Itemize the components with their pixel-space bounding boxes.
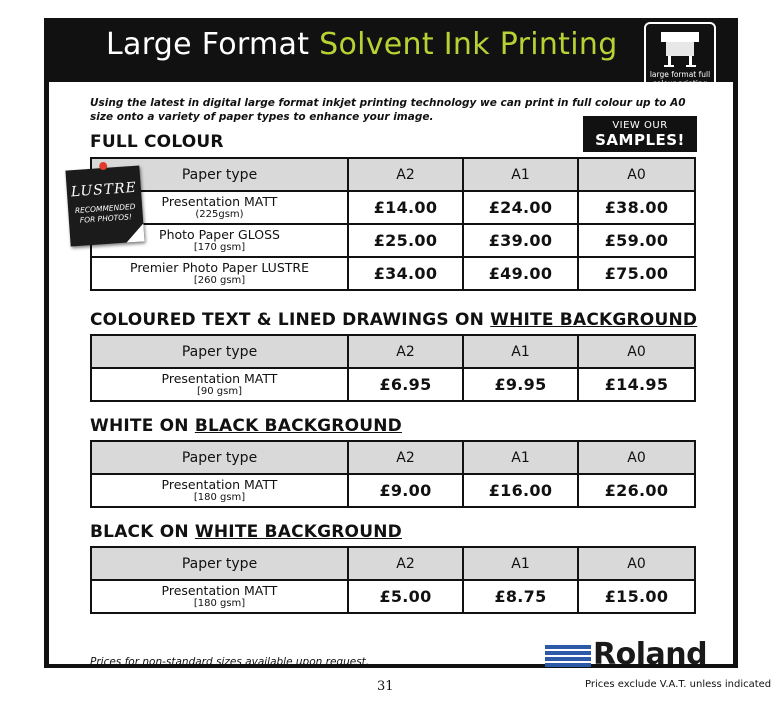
page-title bbox=[106, 27, 618, 62]
price-table-full-colour bbox=[90, 157, 696, 291]
price-table-white-on-black bbox=[90, 440, 696, 508]
page-number: 31 bbox=[377, 679, 394, 694]
table-row: Premier Photo Paper LUSTRE [260 gsm] £34.00 £49.00 £75.00 bbox=[91, 257, 695, 290]
table-header-row: Paper type A2 A1 A0 bbox=[91, 335, 695, 368]
title-main: Large Format bbox=[106, 27, 310, 62]
table-header-row: Paper type A2 A1 A0 bbox=[91, 547, 695, 580]
content-area bbox=[49, 82, 733, 672]
roland-logo: Roland bbox=[545, 643, 715, 673]
price-table-black-on-white bbox=[90, 546, 696, 614]
section-title-coloured-text: COLOURED TEXT & LINED DRAWINGS ON WHITE BACKGROUND bbox=[90, 310, 698, 330]
table-row: Presentation MATT [180 gsm] £9.00 £16.00 £26.00 bbox=[91, 474, 695, 507]
badge-caption: large format full bbox=[649, 70, 711, 79]
page-frame bbox=[44, 18, 738, 672]
section-title-black-on-white: BLACK ON WHITE BACKGROUND bbox=[90, 522, 402, 542]
view-samples-button[interactable]: VIEW OUR SAMPLES! bbox=[583, 116, 697, 152]
table-row: Presentation MATT [90 gsm] £6.95 £9.95 £14.95 bbox=[91, 368, 695, 401]
table-row: Photo Paper GLOSS [170 gsm] £25.00 £39.00 £59.00 bbox=[91, 224, 695, 257]
page-curl bbox=[125, 223, 144, 242]
section-title-white-on-black: WHITE ON BLACK BACKGROUND bbox=[90, 416, 402, 436]
printer-icon bbox=[660, 30, 700, 68]
price-table-coloured-text bbox=[90, 334, 696, 402]
large-format-badge bbox=[644, 22, 716, 90]
section-title-full-colour: FULL COLOUR bbox=[90, 132, 224, 152]
title-highlight: Solvent Ink Printing bbox=[319, 27, 618, 62]
roland-stripes-icon bbox=[545, 645, 591, 669]
table-row: Presentation MATT (225gsm) £14.00 £24.00 £38.00 bbox=[91, 191, 695, 224]
table-header-row: Paper type A2 A1 A0 bbox=[91, 158, 695, 191]
vat-note: Prices exclude V.A.T. unless indicated bbox=[585, 679, 772, 690]
pin-icon bbox=[99, 162, 108, 171]
lustre-sticker: LUSTRE RECOMMENDED FOR PHOTOS! bbox=[65, 166, 144, 247]
table-header-row: Paper type A2 A1 A0 bbox=[91, 441, 695, 474]
intro-text: Using the latest in digital large format inkjet printing technology we can print in full colour up to A0 size onto a variety of paper types to enhance your image. bbox=[90, 97, 686, 123]
table-row: Presentation MATT [180 gsm] £5.00 £8.75 £15.00 bbox=[91, 580, 695, 613]
footnote: Prices for non-standard sizes available upon request. bbox=[90, 656, 370, 668]
